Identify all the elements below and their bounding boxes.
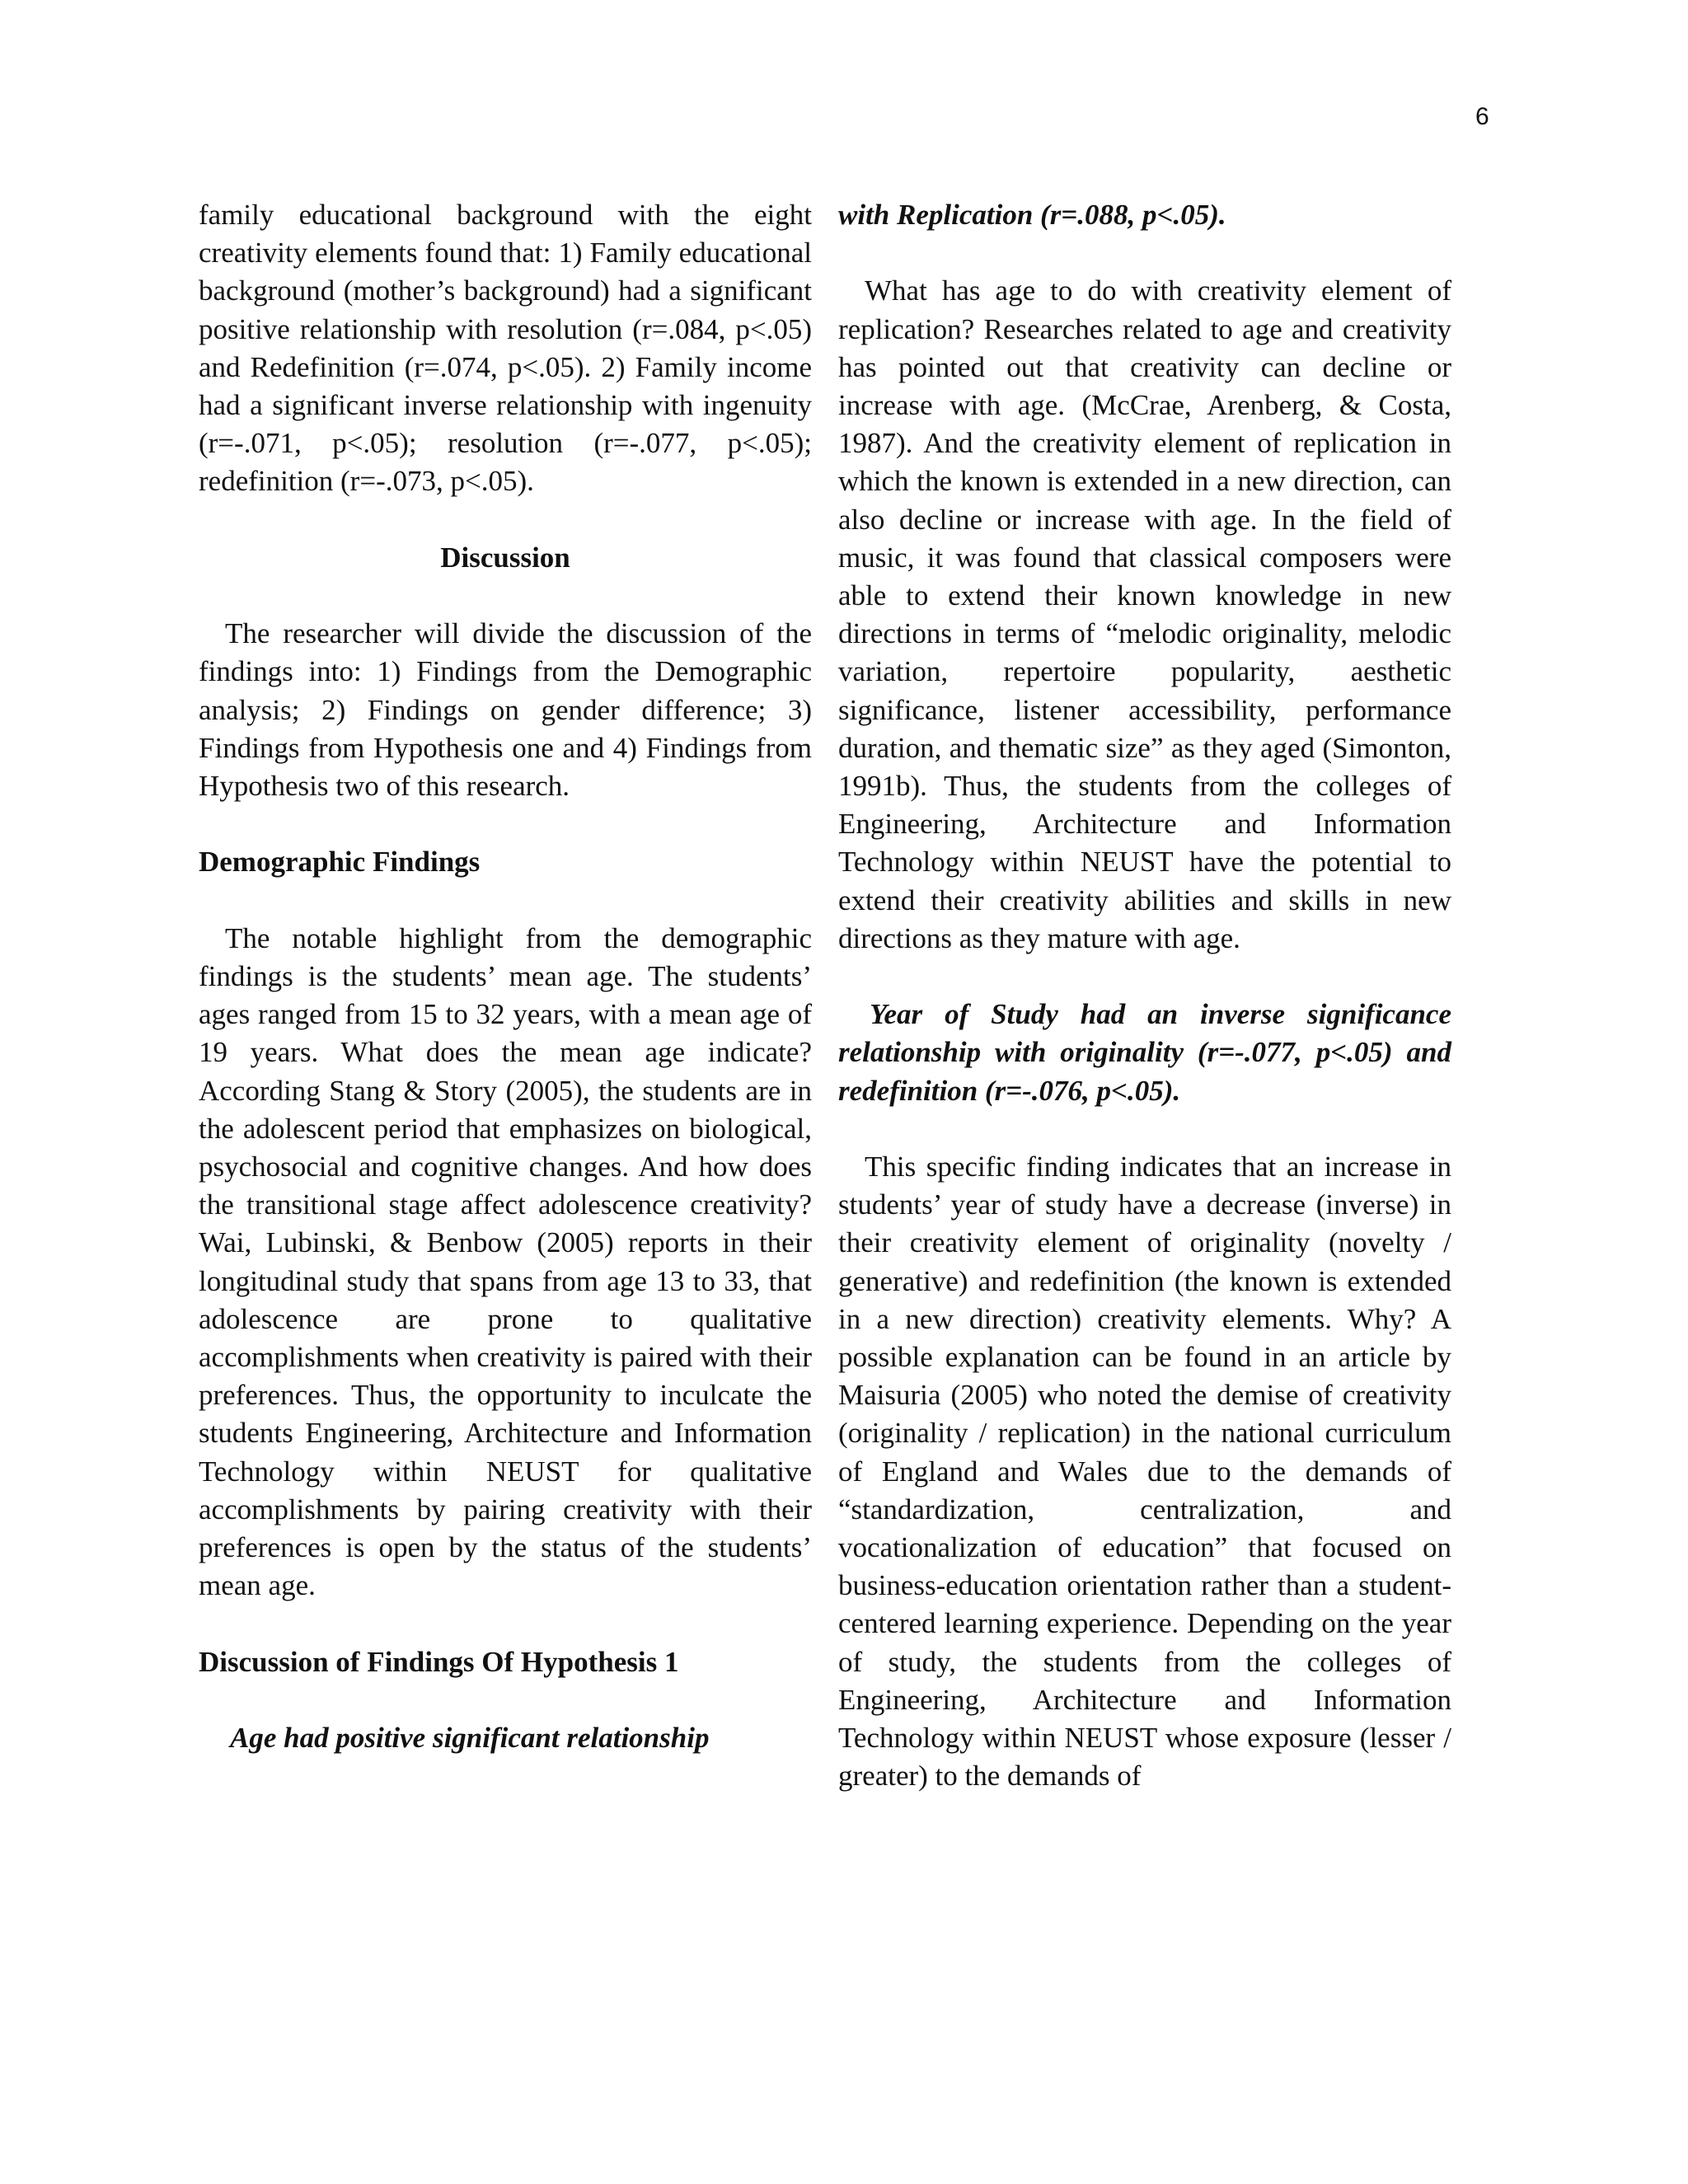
paragraph-family-background: family educational background with the eight creativity elements found that: 1) Family educational background (mother’s background) had a significant positive relationship with resolution (r=.084, p<.05) and Redefinition (r=.074, p<.05). 2) Family income had a significant inverse relationship with ingenuity (r=-.071, p<.05); resolution (r=-.077, p<.05); redefinition (r=-.073, p<.05). (199, 199, 812, 498)
paragraph-discussion-intro: The researcher will divide the discussion of the findings into: 1) Findings from the Demographic analysis; 2) Findings on gender difference; 3) Findings from Hypothesis one and 4) Findings from Hypothesis two of this research. (199, 617, 812, 803)
heading-demographic-findings: Demographic Findings (199, 846, 481, 879)
paragraph-age-replication: What has age to do with creativity element of replication? Researches related to age and creativity has pointed out that creativity can decline or increase with age. (McCrae, Arenberg, & Costa, 1987). And the creativity element of replication in which the known is extended in a new direction, can also decline or increase with age. In the field of music, it was found that classical composers were able to extend their known knowledge in new directions in terms of “melodic originality, melodic variation, repertoire popularity, aesthetic significance, listener accessibility, performance duration, and thematic size” as they aged (Simonton, 1991b). Thus, the students from the colleges of Engineering, Architecture and Information Technology within NEUST have the potential to extend their creativity abilities and skills in new directions as they mature with age. (838, 274, 1451, 954)
paragraph-demographic: The notable highlight from the demographic findings is the students’ mean age. The students’ ages ranged from 15 to 32 years, with a mean age of 19 years. What does the mean age indicate? According Stang & Story (2005), the students are in the adolescent period that emphasizes on biological, psychosocial and cognitive changes. And how does the transitional stage affect adolescence creativity? Wai, Lubinski, & Benbow (2005) reports in their longitudinal study that spans from age 13 to 33, that adolescence are prone to qualitative accomplishments when creativity is paired with their preferences. Thus, the opportunity to inculcate the students Engineering, Architecture and Information Technology within NEUST for qualitative accomplishments by pairing creativity with their preferences is open by the status of the students’ mean age. (199, 921, 812, 1602)
heading-discussion: Discussion (440, 541, 570, 574)
heading-hypothesis-1: Discussion of Findings Of Hypothesis 1 (199, 1645, 679, 1678)
right-column (838, 196, 1451, 1795)
paragraph-year-of-study: This specific finding indicates that an increase in students’ year of study have a decrease (inverse) in their creativity element of originality (novelty / generative) and redefinition (the known is extended in a new direction) creativity elements. Why? A possible explanation can be found in an article by Maisuria (2005) who noted the demise of creativity (originality / replication) in the national curriculum of England and Wales due to the demands of “standardization, centralization, and vocationalization of education” that focused on business-education orientation rather than a student-centered learning experience. Depending on the year of study, the students from the colleges of Engineering, Architecture and Information Technology within NEUST whose exposure (lesser / greater) to the demands of (838, 1151, 1451, 1793)
left-column (199, 196, 812, 1757)
subheading-age-relationship: Age had positive significant relationship (230, 1722, 710, 1755)
page-number: 6 (1475, 103, 1489, 130)
subheading-age-relationship-cont: with Replication (r=.088, p<.05). (838, 199, 1226, 231)
subheading-year-of-study: Year of Study had an inverse significance relationship with originality (r=-.077, p<.05) and redefinition (r=-.076, p<.05). (838, 998, 1451, 1107)
